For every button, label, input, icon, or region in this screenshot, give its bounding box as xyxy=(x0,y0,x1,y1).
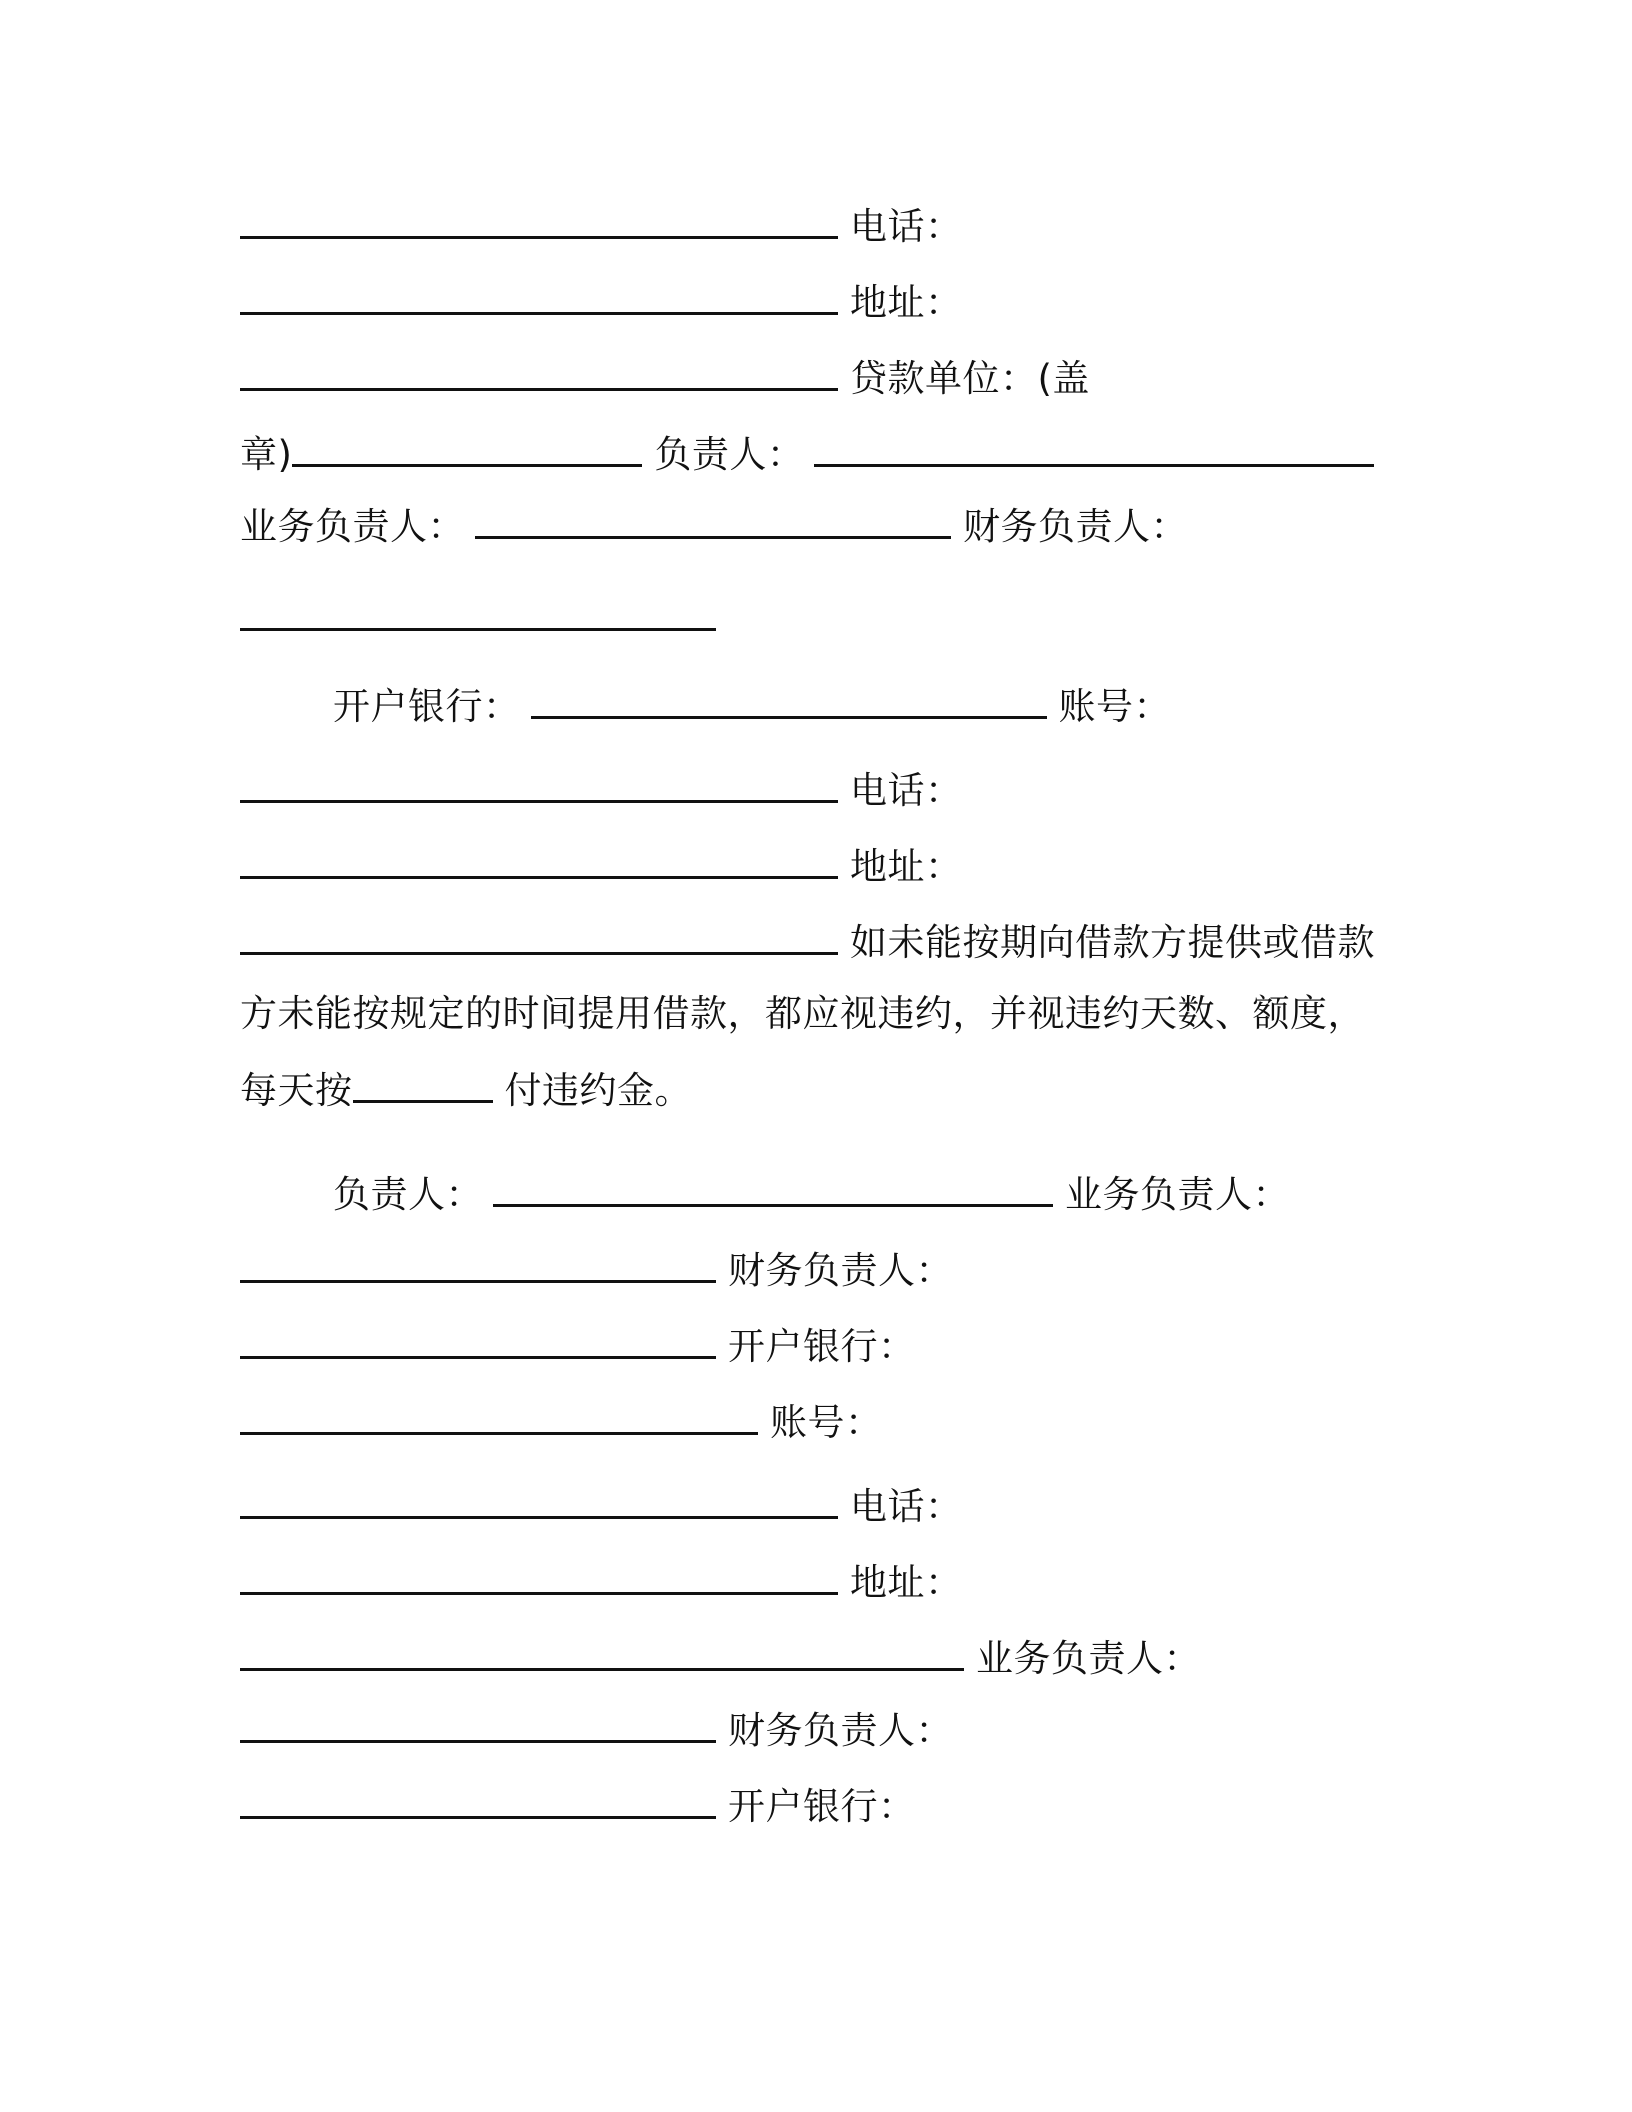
clause-prefix: 每天按 xyxy=(240,1069,353,1112)
address-label: 地址： xyxy=(850,281,963,324)
finance-responsible-label: 财务负责人： xyxy=(728,1249,953,1292)
finance-responsible-line-1 xyxy=(240,1244,953,1295)
blank-field xyxy=(240,1704,716,1743)
business-responsible-label: 业务负责人： xyxy=(240,505,465,548)
blank-field xyxy=(240,916,838,955)
responsible-person-label: 负责人： xyxy=(333,1173,483,1216)
finance-responsible-line-2 xyxy=(240,1704,953,1755)
phone-line-1 xyxy=(240,200,963,251)
clause-line-3 xyxy=(240,1064,692,1115)
blank-field xyxy=(240,352,838,391)
address-line-3 xyxy=(240,1556,963,1607)
business-finance-line xyxy=(240,500,1188,551)
address-label: 地址： xyxy=(850,1561,963,1604)
clause-line-2 xyxy=(240,990,1365,1038)
bank-label: 开户银行： xyxy=(728,1325,916,1368)
blank-field xyxy=(240,276,838,315)
business-responsible-label: 业务负责人： xyxy=(1065,1173,1290,1216)
blank-field xyxy=(814,428,1374,467)
clause-line-1 xyxy=(240,916,1375,967)
phone-label: 电话： xyxy=(850,205,963,248)
blank-line xyxy=(240,592,728,643)
address-line-2 xyxy=(240,840,963,891)
blank-field xyxy=(240,1556,838,1595)
address-line-1 xyxy=(240,276,963,327)
seal-suffix: 章) xyxy=(240,433,293,476)
seal-responsible-line xyxy=(240,428,1386,479)
account-line-2 xyxy=(240,1396,883,1447)
bank-label: 开户银行： xyxy=(728,1785,916,1828)
blank-field xyxy=(531,680,1047,719)
bank-line-3 xyxy=(240,1780,916,1831)
blank-field xyxy=(240,840,838,879)
bank-account-line-1 xyxy=(333,680,1171,731)
blank-field xyxy=(240,200,838,239)
blank-field xyxy=(292,428,642,467)
responsible-business-line xyxy=(333,1168,1290,1219)
responsible-person-label: 负责人： xyxy=(654,433,805,476)
phone-line-3 xyxy=(240,1480,963,1531)
clause-text: 方未能按规定的时间提用借款，都应视违约，并视违约天数、额度， xyxy=(240,992,1365,1035)
finance-responsible-label: 财务负责人： xyxy=(963,505,1188,548)
blank-field xyxy=(240,592,716,631)
blank-field xyxy=(240,1244,716,1283)
clause-text: 如未能按期向借款方提供或借款 xyxy=(850,921,1375,964)
phone-line-2 xyxy=(240,764,963,815)
blank-field xyxy=(240,1480,838,1519)
blank-field xyxy=(240,1320,716,1359)
phone-label: 电话： xyxy=(850,769,963,812)
clause-text: 付违约金。 xyxy=(504,1069,692,1112)
blank-field xyxy=(240,1780,716,1819)
blank-field xyxy=(493,1168,1053,1207)
blank-field xyxy=(240,764,838,803)
bank-line-2 xyxy=(240,1320,916,1371)
lender-unit-line xyxy=(240,352,1090,403)
blank-field xyxy=(240,1632,964,1671)
account-label: 账号： xyxy=(1058,685,1171,728)
blank-field xyxy=(353,1064,493,1103)
phone-label: 电话： xyxy=(850,1485,963,1528)
blank-field xyxy=(240,1396,758,1435)
address-label: 地址： xyxy=(850,845,963,888)
account-label: 账号： xyxy=(770,1401,883,1444)
business-responsible-line-2 xyxy=(240,1632,1201,1683)
finance-responsible-label: 财务负责人： xyxy=(728,1709,953,1752)
blank-field xyxy=(475,500,951,539)
lender-unit-label: 贷款单位：(盖 xyxy=(850,357,1090,400)
business-responsible-label: 业务负责人： xyxy=(976,1637,1201,1680)
bank-label: 开户银行： xyxy=(333,685,521,728)
